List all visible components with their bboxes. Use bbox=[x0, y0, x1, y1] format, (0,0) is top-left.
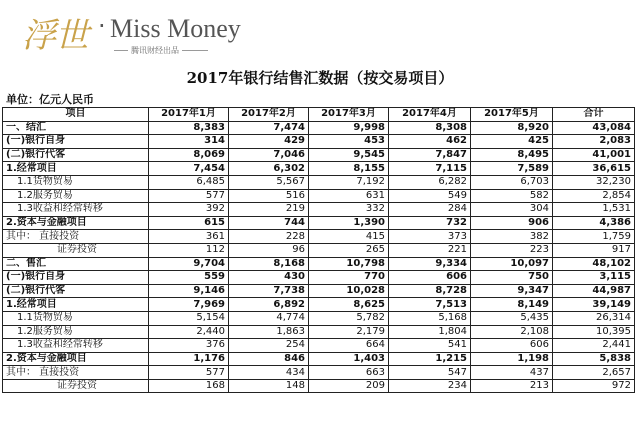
table-cell: 7,738 bbox=[229, 284, 309, 298]
row-label: 证券投资 bbox=[3, 379, 149, 393]
table-cell: 314 bbox=[149, 135, 229, 149]
table-cell: 9,347 bbox=[471, 284, 553, 298]
table-cell: 223 bbox=[471, 243, 553, 257]
table-body bbox=[3, 121, 635, 393]
table-cell: 373 bbox=[389, 230, 471, 244]
table-cell: 2,083 bbox=[553, 135, 635, 149]
brand-tagline: 腾讯财经出品 bbox=[128, 45, 182, 56]
table-cell: 43,084 bbox=[553, 121, 635, 135]
table-cell: 750 bbox=[471, 271, 553, 285]
row-label: 其中： 直接投资 bbox=[3, 366, 149, 380]
table-row bbox=[3, 121, 635, 135]
table-cell: 430 bbox=[229, 271, 309, 285]
table-cell: 392 bbox=[149, 203, 229, 217]
table-cell: 9,998 bbox=[309, 121, 389, 135]
row-label: 1.2服务贸易 bbox=[3, 325, 149, 339]
table-cell: 453 bbox=[309, 135, 389, 149]
table-cell: 2,179 bbox=[309, 325, 389, 339]
table-cell: 429 bbox=[229, 135, 309, 149]
table-row bbox=[3, 352, 635, 366]
table-cell: 26,314 bbox=[553, 311, 635, 325]
table-row bbox=[3, 243, 635, 257]
table-cell: 577 bbox=[149, 189, 229, 203]
table-cell: 7,513 bbox=[389, 298, 471, 312]
column-header: 2017年4月 bbox=[389, 108, 471, 122]
table-cell: 744 bbox=[229, 216, 309, 230]
table-row bbox=[3, 271, 635, 285]
table-cell: 437 bbox=[471, 366, 553, 380]
table-row bbox=[3, 162, 635, 176]
table-cell: 112 bbox=[149, 243, 229, 257]
row-label: 二、售汇 bbox=[3, 257, 149, 271]
table-cell: 304 bbox=[471, 203, 553, 217]
table-cell: 382 bbox=[471, 230, 553, 244]
table-cell: 559 bbox=[149, 271, 229, 285]
table-cell: 732 bbox=[389, 216, 471, 230]
table-cell: 10,395 bbox=[553, 325, 635, 339]
table-cell: 8,383 bbox=[149, 121, 229, 135]
table-cell: 2,108 bbox=[471, 325, 553, 339]
table-cell: 254 bbox=[229, 339, 309, 353]
table-cell: 606 bbox=[389, 271, 471, 285]
row-label: 2.资本与金融项目 bbox=[3, 216, 149, 230]
table-cell: 663 bbox=[309, 366, 389, 380]
row-label: (二)银行代客 bbox=[3, 284, 149, 298]
table-cell: 8,168 bbox=[229, 257, 309, 271]
table-cell: 5,838 bbox=[553, 352, 635, 366]
brand-logo-separator: · bbox=[98, 12, 106, 40]
table-cell: 606 bbox=[471, 339, 553, 353]
table-cell: 41,001 bbox=[553, 148, 635, 162]
table-cell: 6,302 bbox=[229, 162, 309, 176]
table-cell: 1,198 bbox=[471, 352, 553, 366]
row-label: 1.经常项目 bbox=[3, 298, 149, 312]
row-label: 1.3收益和经常转移 bbox=[3, 339, 149, 353]
table-cell: 516 bbox=[229, 189, 309, 203]
row-label: 一、结汇 bbox=[3, 121, 149, 135]
table-cell: 7,589 bbox=[471, 162, 553, 176]
table-cell: 9,545 bbox=[309, 148, 389, 162]
table-cell: 5,567 bbox=[229, 175, 309, 189]
table-cell: 221 bbox=[389, 243, 471, 257]
table-cell: 5,435 bbox=[471, 311, 553, 325]
row-label: 1.1货物贸易 bbox=[3, 311, 149, 325]
table-cell: 2,441 bbox=[553, 339, 635, 353]
row-label: (一)银行自身 bbox=[3, 135, 149, 149]
table-cell: 2,657 bbox=[553, 366, 635, 380]
row-label: 证券投资 bbox=[3, 243, 149, 257]
row-label: (一)银行自身 bbox=[3, 271, 149, 285]
table-row bbox=[3, 135, 635, 149]
table-cell: 9,146 bbox=[149, 284, 229, 298]
table-cell: 917 bbox=[553, 243, 635, 257]
table-row bbox=[3, 339, 635, 353]
table-cell: 8,625 bbox=[309, 298, 389, 312]
table-row bbox=[3, 366, 635, 380]
table-cell: 10,028 bbox=[309, 284, 389, 298]
table-cell: 96 bbox=[229, 243, 309, 257]
table-cell: 577 bbox=[149, 366, 229, 380]
column-header: 2017年2月 bbox=[229, 108, 309, 122]
table-cell: 2,854 bbox=[553, 189, 635, 203]
column-header: 2017年3月 bbox=[309, 108, 389, 122]
table-header-row bbox=[3, 108, 635, 122]
table-cell: 7,454 bbox=[149, 162, 229, 176]
table-cell: 1,390 bbox=[309, 216, 389, 230]
table-cell: 6,703 bbox=[471, 175, 553, 189]
table-cell: 582 bbox=[471, 189, 553, 203]
table-cell: 541 bbox=[389, 339, 471, 353]
table-cell: 9,334 bbox=[389, 257, 471, 271]
column-header: 2017年1月 bbox=[149, 108, 229, 122]
table-cell: 36,615 bbox=[553, 162, 635, 176]
table-cell: 44,987 bbox=[553, 284, 635, 298]
table-row bbox=[3, 203, 635, 217]
data-document bbox=[0, 64, 640, 424]
table-cell: 10,097 bbox=[471, 257, 553, 271]
table-cell: 213 bbox=[471, 379, 553, 393]
table-row bbox=[3, 284, 635, 298]
column-header: 项目 bbox=[3, 108, 149, 122]
table-cell: 8,069 bbox=[149, 148, 229, 162]
table-cell: 5,168 bbox=[389, 311, 471, 325]
table-cell: 8,155 bbox=[309, 162, 389, 176]
table-cell: 6,485 bbox=[149, 175, 229, 189]
table-cell: 1,176 bbox=[149, 352, 229, 366]
column-header: 2017年5月 bbox=[471, 108, 553, 122]
table-row bbox=[3, 298, 635, 312]
brand-logo-mark: 浮世 bbox=[22, 16, 88, 56]
table-row bbox=[3, 311, 635, 325]
unit-label: 单位：亿元人民币 bbox=[6, 93, 94, 106]
table-cell: 846 bbox=[229, 352, 309, 366]
table-cell: 615 bbox=[149, 216, 229, 230]
table-cell: 9,704 bbox=[149, 257, 229, 271]
table-cell: 8,495 bbox=[471, 148, 553, 162]
table-cell: 770 bbox=[309, 271, 389, 285]
table-cell: 7,847 bbox=[389, 148, 471, 162]
table-cell: 7,115 bbox=[389, 162, 471, 176]
table-row bbox=[3, 257, 635, 271]
table-cell: 168 bbox=[149, 379, 229, 393]
table-cell: 1,215 bbox=[389, 352, 471, 366]
table-cell: 425 bbox=[471, 135, 553, 149]
table-cell: 265 bbox=[309, 243, 389, 257]
table-cell: 1,863 bbox=[229, 325, 309, 339]
table-cell: 1,403 bbox=[309, 352, 389, 366]
table-cell: 234 bbox=[389, 379, 471, 393]
table-cell: 361 bbox=[149, 230, 229, 244]
row-label: 1.3收益和经常转移 bbox=[3, 203, 149, 217]
document-title: 2017年银行结售汇数据（按交易项目） bbox=[186, 69, 454, 87]
table-cell: 4,774 bbox=[229, 311, 309, 325]
table-row bbox=[3, 230, 635, 244]
table-cell: 415 bbox=[309, 230, 389, 244]
row-label: (二)银行代客 bbox=[3, 148, 149, 162]
table-cell: 10,798 bbox=[309, 257, 389, 271]
table-row bbox=[3, 216, 635, 230]
table-cell: 664 bbox=[309, 339, 389, 353]
table-cell: 228 bbox=[229, 230, 309, 244]
table-cell: 284 bbox=[389, 203, 471, 217]
brand-name: Miss Money bbox=[110, 14, 241, 43]
row-label: 1.1货物贸易 bbox=[3, 175, 149, 189]
column-header: 合计 bbox=[553, 108, 635, 122]
table-row bbox=[3, 175, 635, 189]
table-cell: 5,154 bbox=[149, 311, 229, 325]
table-cell: 8,920 bbox=[471, 121, 553, 135]
table-cell: 549 bbox=[389, 189, 471, 203]
table-cell: 32,230 bbox=[553, 175, 635, 189]
table-cell: 7,969 bbox=[149, 298, 229, 312]
watermark-header bbox=[0, 0, 640, 64]
table-cell: 148 bbox=[229, 379, 309, 393]
table-cell: 376 bbox=[149, 339, 229, 353]
table-cell: 1,804 bbox=[389, 325, 471, 339]
table-cell: 462 bbox=[389, 135, 471, 149]
table-cell: 332 bbox=[309, 203, 389, 217]
row-label: 其中： 直接投资 bbox=[3, 230, 149, 244]
row-label: 1.经常项目 bbox=[3, 162, 149, 176]
table-cell: 8,308 bbox=[389, 121, 471, 135]
table-cell: 6,892 bbox=[229, 298, 309, 312]
table-cell: 906 bbox=[471, 216, 553, 230]
table-row bbox=[3, 325, 635, 339]
table-cell: 547 bbox=[389, 366, 471, 380]
table-cell: 631 bbox=[309, 189, 389, 203]
table-cell: 7,192 bbox=[309, 175, 389, 189]
table-cell: 5,782 bbox=[309, 311, 389, 325]
table-cell: 4,386 bbox=[553, 216, 635, 230]
table-cell: 39,149 bbox=[553, 298, 635, 312]
table-cell: 1,531 bbox=[553, 203, 635, 217]
table-cell: 8,728 bbox=[389, 284, 471, 298]
table-row bbox=[3, 148, 635, 162]
row-label: 1.2服务贸易 bbox=[3, 189, 149, 203]
table-cell: 8,149 bbox=[471, 298, 553, 312]
fx-settlement-table bbox=[2, 107, 635, 393]
table-cell: 48,102 bbox=[553, 257, 635, 271]
table-cell: 3,115 bbox=[553, 271, 635, 285]
table-row bbox=[3, 189, 635, 203]
table-cell: 7,474 bbox=[229, 121, 309, 135]
table-cell: 1,759 bbox=[553, 230, 635, 244]
table-cell: 972 bbox=[553, 379, 635, 393]
row-label: 2.资本与金融项目 bbox=[3, 352, 149, 366]
table-cell: 6,282 bbox=[389, 175, 471, 189]
table-cell: 219 bbox=[229, 203, 309, 217]
table-cell: 2,440 bbox=[149, 325, 229, 339]
table-cell: 209 bbox=[309, 379, 389, 393]
table-cell: 434 bbox=[229, 366, 309, 380]
table-row bbox=[3, 379, 635, 393]
table-cell: 7,046 bbox=[229, 148, 309, 162]
